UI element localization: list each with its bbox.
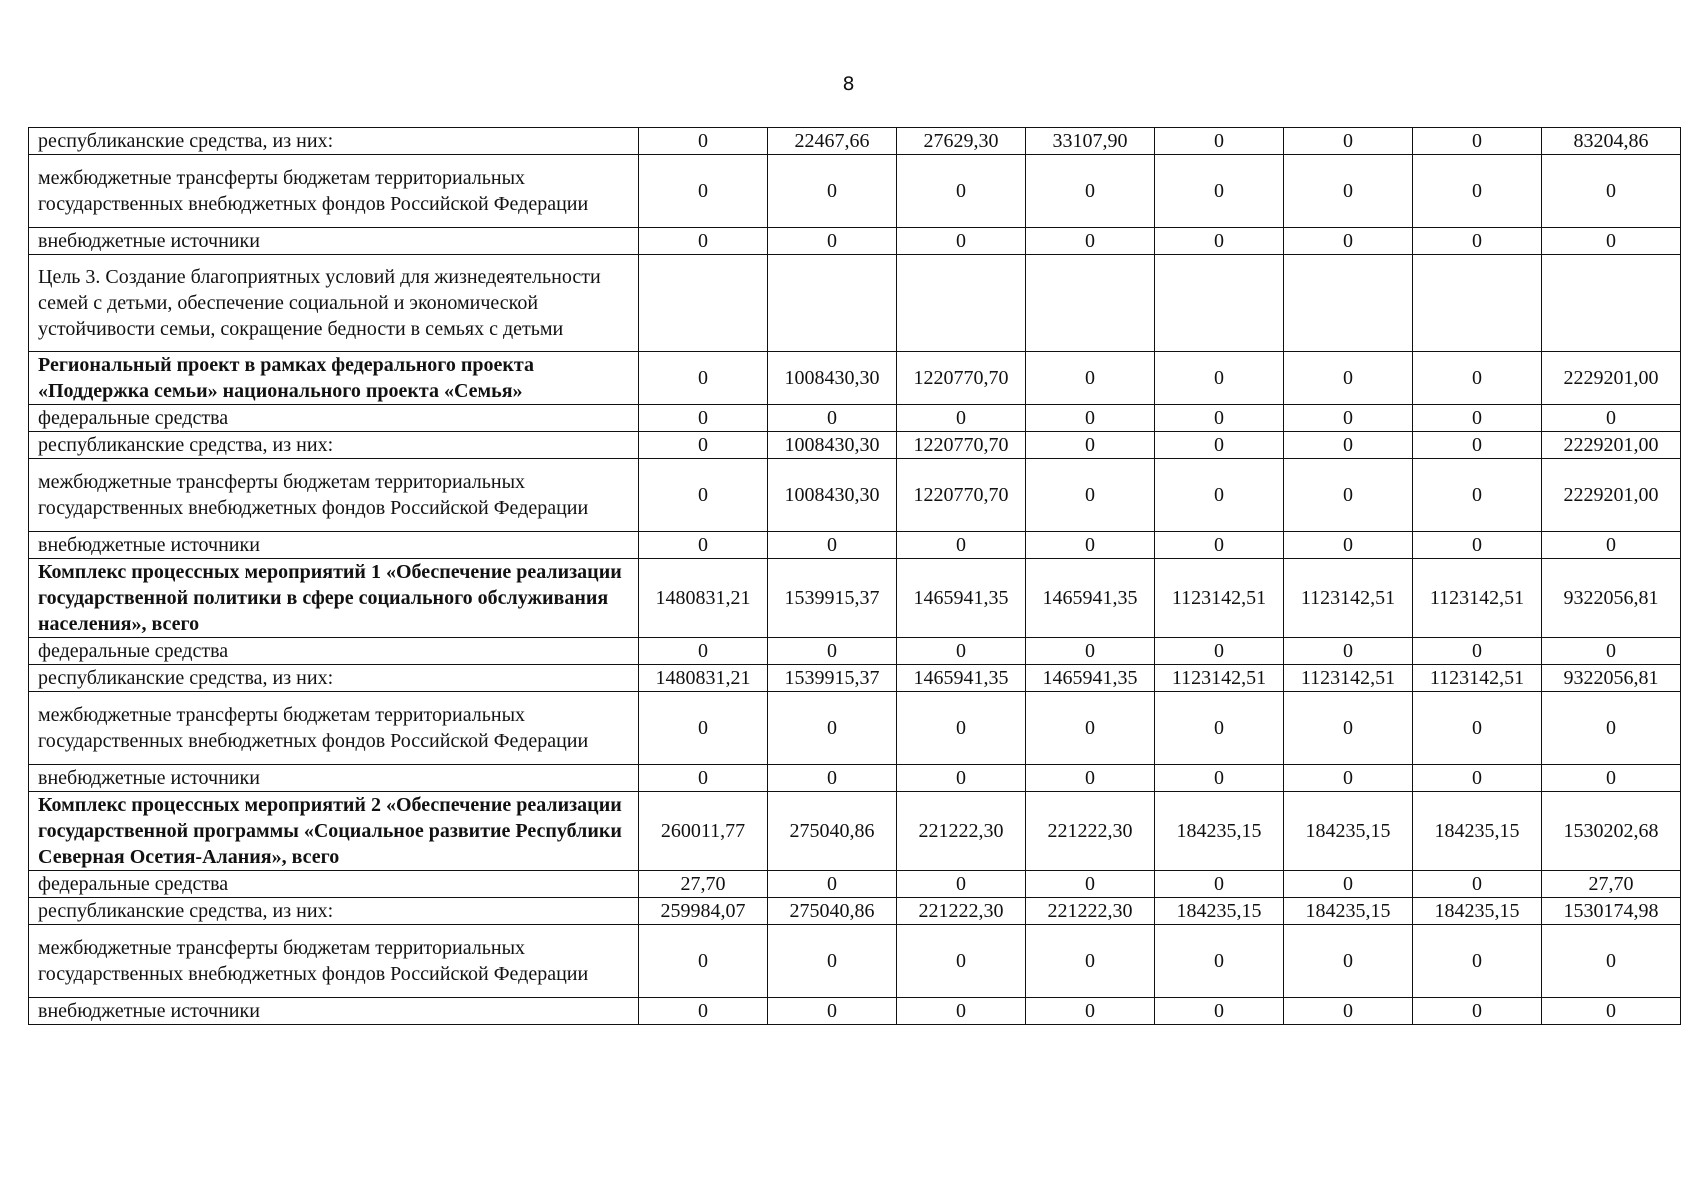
value-cell: 0	[1155, 155, 1284, 228]
value-cell: 0	[1413, 432, 1542, 459]
table-body	[29, 128, 1681, 1025]
value-cell: 0	[897, 638, 1026, 665]
value-cell: 184235,15	[1155, 898, 1284, 925]
value-cell: 0	[1284, 692, 1413, 765]
value-cell: 0	[1413, 998, 1542, 1025]
value-cell: 0	[1413, 228, 1542, 255]
value-cell: 260011,77	[639, 792, 768, 871]
value-cell: 184235,15	[1284, 792, 1413, 871]
value-cell: 1220770,70	[897, 352, 1026, 405]
table-row	[29, 228, 1681, 255]
value-cell: 221222,30	[897, 792, 1026, 871]
value-cell: 0	[897, 871, 1026, 898]
value-cell: 0	[639, 998, 768, 1025]
row-label: внебюджетные источники	[29, 228, 639, 255]
value-cell: 0	[1284, 532, 1413, 559]
value-cell	[1542, 255, 1681, 352]
value-cell: 184235,15	[1413, 898, 1542, 925]
value-cell: 0	[639, 532, 768, 559]
row-label: межбюджетные трансферты бюджетам территориальных государственных внебюджетных фондов Российской Федерации	[29, 459, 639, 532]
table-row	[29, 532, 1681, 559]
value-cell: 0	[1284, 128, 1413, 155]
value-cell: 1008430,30	[768, 459, 897, 532]
value-cell: 0	[1284, 925, 1413, 998]
row-label: межбюджетные трансферты бюджетам территориальных государственных внебюджетных фондов Российской Федерации	[29, 925, 639, 998]
value-cell: 0	[1155, 352, 1284, 405]
table-row	[29, 559, 1681, 638]
value-cell: 1530174,98	[1542, 898, 1681, 925]
value-cell: 0	[1026, 998, 1155, 1025]
value-cell: 0	[1284, 638, 1413, 665]
value-cell: 221222,30	[897, 898, 1026, 925]
value-cell: 1465941,35	[897, 665, 1026, 692]
value-cell: 1480831,21	[639, 665, 768, 692]
value-cell: 0	[1284, 405, 1413, 432]
table-row	[29, 155, 1681, 228]
value-cell: 1220770,70	[897, 459, 1026, 532]
value-cell: 0	[1155, 692, 1284, 765]
value-cell: 0	[1155, 638, 1284, 665]
row-label: федеральные средства	[29, 638, 639, 665]
value-cell: 2229201,00	[1542, 352, 1681, 405]
value-cell: 0	[768, 405, 897, 432]
value-cell: 0	[1026, 352, 1155, 405]
value-cell: 2229201,00	[1542, 432, 1681, 459]
row-label: внебюджетные источники	[29, 998, 639, 1025]
value-cell: 0	[1026, 432, 1155, 459]
value-cell: 0	[1026, 765, 1155, 792]
value-cell: 0	[1542, 998, 1681, 1025]
value-cell: 0	[639, 765, 768, 792]
row-label: внебюджетные источники	[29, 765, 639, 792]
table-row	[29, 128, 1681, 155]
value-cell: 0	[768, 228, 897, 255]
value-cell: 0	[1026, 155, 1155, 228]
row-label: республиканские средства, из них:	[29, 128, 639, 155]
value-cell: 221222,30	[1026, 792, 1155, 871]
value-cell: 1008430,30	[768, 352, 897, 405]
value-cell: 0	[1284, 228, 1413, 255]
value-cell: 0	[1413, 128, 1542, 155]
value-cell: 0	[639, 432, 768, 459]
value-cell: 9322056,81	[1542, 665, 1681, 692]
value-cell: 259984,07	[639, 898, 768, 925]
value-cell: 0	[1542, 532, 1681, 559]
value-cell: 0	[639, 155, 768, 228]
value-cell: 0	[1542, 765, 1681, 792]
value-cell: 0	[1284, 155, 1413, 228]
value-cell: 0	[1155, 998, 1284, 1025]
value-cell: 184235,15	[1413, 792, 1542, 871]
value-cell: 0	[639, 692, 768, 765]
table-row	[29, 405, 1681, 432]
table-row	[29, 898, 1681, 925]
value-cell: 0	[768, 765, 897, 792]
value-cell	[768, 255, 897, 352]
value-cell	[897, 255, 1026, 352]
table-row	[29, 765, 1681, 792]
value-cell: 0	[1413, 692, 1542, 765]
value-cell: 0	[1026, 228, 1155, 255]
value-cell: 0	[897, 155, 1026, 228]
value-cell	[1413, 255, 1542, 352]
value-cell: 0	[1284, 998, 1413, 1025]
value-cell: 0	[1542, 405, 1681, 432]
row-label: федеральные средства	[29, 871, 639, 898]
row-label: федеральные средства	[29, 405, 639, 432]
value-cell: 0	[1284, 352, 1413, 405]
row-label: республиканские средства, из них:	[29, 898, 639, 925]
value-cell: 0	[1026, 532, 1155, 559]
table-row	[29, 459, 1681, 532]
value-cell	[639, 255, 768, 352]
value-cell: 0	[897, 405, 1026, 432]
row-label: Комплекс процессных мероприятий 1 «Обеспечение реализации государственной политики в сфере социального обслуживания населения», всего	[29, 559, 639, 638]
value-cell: 1123142,51	[1284, 665, 1413, 692]
value-cell: 83204,86	[1542, 128, 1681, 155]
value-cell: 0	[1413, 532, 1542, 559]
value-cell: 0	[1413, 405, 1542, 432]
value-cell: 33107,90	[1026, 128, 1155, 155]
value-cell: 0	[768, 871, 897, 898]
value-cell: 0	[1026, 405, 1155, 432]
value-cell: 0	[1413, 871, 1542, 898]
value-cell: 0	[639, 128, 768, 155]
page-number: 8	[842, 73, 855, 95]
value-cell: 0	[768, 155, 897, 228]
value-cell: 0	[1542, 155, 1681, 228]
value-cell: 0	[1155, 871, 1284, 898]
value-cell: 0	[1155, 925, 1284, 998]
value-cell: 0	[1413, 638, 1542, 665]
row-label: республиканские средства, из них:	[29, 432, 639, 459]
table-row	[29, 692, 1681, 765]
value-cell: 1465941,35	[1026, 665, 1155, 692]
table-row	[29, 925, 1681, 998]
value-cell: 0	[639, 228, 768, 255]
value-cell: 0	[639, 638, 768, 665]
value-cell: 0	[768, 638, 897, 665]
value-cell: 1480831,21	[639, 559, 768, 638]
value-cell: 1123142,51	[1413, 665, 1542, 692]
value-cell: 275040,86	[768, 792, 897, 871]
value-cell: 0	[897, 765, 1026, 792]
value-cell: 0	[1026, 871, 1155, 898]
value-cell: 0	[1284, 765, 1413, 792]
value-cell: 1123142,51	[1284, 559, 1413, 638]
value-cell	[1155, 255, 1284, 352]
value-cell: 0	[1413, 352, 1542, 405]
value-cell: 0	[1284, 871, 1413, 898]
row-label: Комплекс процессных мероприятий 2 «Обеспечение реализации государственной программы «Социальное развитие Республики Северная Осетия-Алания», всего	[29, 792, 639, 871]
value-cell: 0	[1542, 228, 1681, 255]
table-row	[29, 871, 1681, 898]
value-cell: 0	[1155, 405, 1284, 432]
value-cell: 0	[1542, 638, 1681, 665]
value-cell: 221222,30	[1026, 898, 1155, 925]
value-cell: 0	[1542, 692, 1681, 765]
row-label: межбюджетные трансферты бюджетам территориальных государственных внебюджетных фондов Российской Федерации	[29, 692, 639, 765]
value-cell: 0	[897, 228, 1026, 255]
row-label: межбюджетные трансферты бюджетам территориальных государственных внебюджетных фондов Российской Федерации	[29, 155, 639, 228]
value-cell: 0	[1155, 432, 1284, 459]
value-cell: 0	[768, 925, 897, 998]
value-cell: 0	[897, 692, 1026, 765]
value-cell: 0	[768, 532, 897, 559]
row-label: республиканские средства, из них:	[29, 665, 639, 692]
value-cell: 1220770,70	[897, 432, 1026, 459]
value-cell: 0	[1413, 155, 1542, 228]
value-cell: 0	[639, 405, 768, 432]
value-cell: 1530202,68	[1542, 792, 1681, 871]
table-row	[29, 998, 1681, 1025]
budget-table	[28, 127, 1681, 1025]
value-cell: 0	[1155, 765, 1284, 792]
row-label: Цель 3. Создание благоприятных условий для жизнедеятельности семей с детьми, обеспечение социальной и экономической устойчивости семьи, сокращение бедности в семьях с детьми	[29, 255, 639, 352]
value-cell: 0	[768, 998, 897, 1025]
value-cell: 0	[1026, 459, 1155, 532]
table-row	[29, 255, 1681, 352]
value-cell: 27629,30	[897, 128, 1026, 155]
value-cell: 0	[1413, 459, 1542, 532]
value-cell: 0	[897, 998, 1026, 1025]
value-cell: 0	[1542, 925, 1681, 998]
value-cell: 1123142,51	[1155, 559, 1284, 638]
value-cell: 0	[1026, 692, 1155, 765]
table-row	[29, 638, 1681, 665]
value-cell: 27,70	[1542, 871, 1681, 898]
value-cell: 0	[1284, 432, 1413, 459]
value-cell: 2229201,00	[1542, 459, 1681, 532]
value-cell: 0	[1413, 925, 1542, 998]
value-cell: 0	[1026, 638, 1155, 665]
value-cell: 1123142,51	[1155, 665, 1284, 692]
table-row	[29, 432, 1681, 459]
value-cell: 1123142,51	[1413, 559, 1542, 638]
value-cell: 0	[1413, 765, 1542, 792]
value-cell: 1539915,37	[768, 665, 897, 692]
value-cell: 1465941,35	[1026, 559, 1155, 638]
value-cell: 275040,86	[768, 898, 897, 925]
value-cell: 9322056,81	[1542, 559, 1681, 638]
value-cell: 0	[1284, 459, 1413, 532]
value-cell: 0	[897, 532, 1026, 559]
row-label: внебюджетные источники	[29, 532, 639, 559]
value-cell: 1465941,35	[897, 559, 1026, 638]
value-cell: 1008430,30	[768, 432, 897, 459]
value-cell: 0	[897, 925, 1026, 998]
value-cell: 0	[1155, 128, 1284, 155]
value-cell: 0	[1155, 228, 1284, 255]
table-row	[29, 792, 1681, 871]
value-cell	[1026, 255, 1155, 352]
table-row	[29, 665, 1681, 692]
value-cell: 184235,15	[1284, 898, 1413, 925]
value-cell: 184235,15	[1155, 792, 1284, 871]
row-label: Региональный проект в рамках федерального проекта «Поддержка семьи» национального проекта «Семья»	[29, 352, 639, 405]
value-cell: 1539915,37	[768, 559, 897, 638]
table-row	[29, 352, 1681, 405]
value-cell: 0	[639, 925, 768, 998]
value-cell: 0	[639, 352, 768, 405]
value-cell: 22467,66	[768, 128, 897, 155]
value-cell: 0	[639, 459, 768, 532]
value-cell: 0	[768, 692, 897, 765]
value-cell: 0	[1155, 459, 1284, 532]
value-cell	[1284, 255, 1413, 352]
value-cell: 27,70	[639, 871, 768, 898]
value-cell: 0	[1155, 532, 1284, 559]
value-cell: 0	[1026, 925, 1155, 998]
